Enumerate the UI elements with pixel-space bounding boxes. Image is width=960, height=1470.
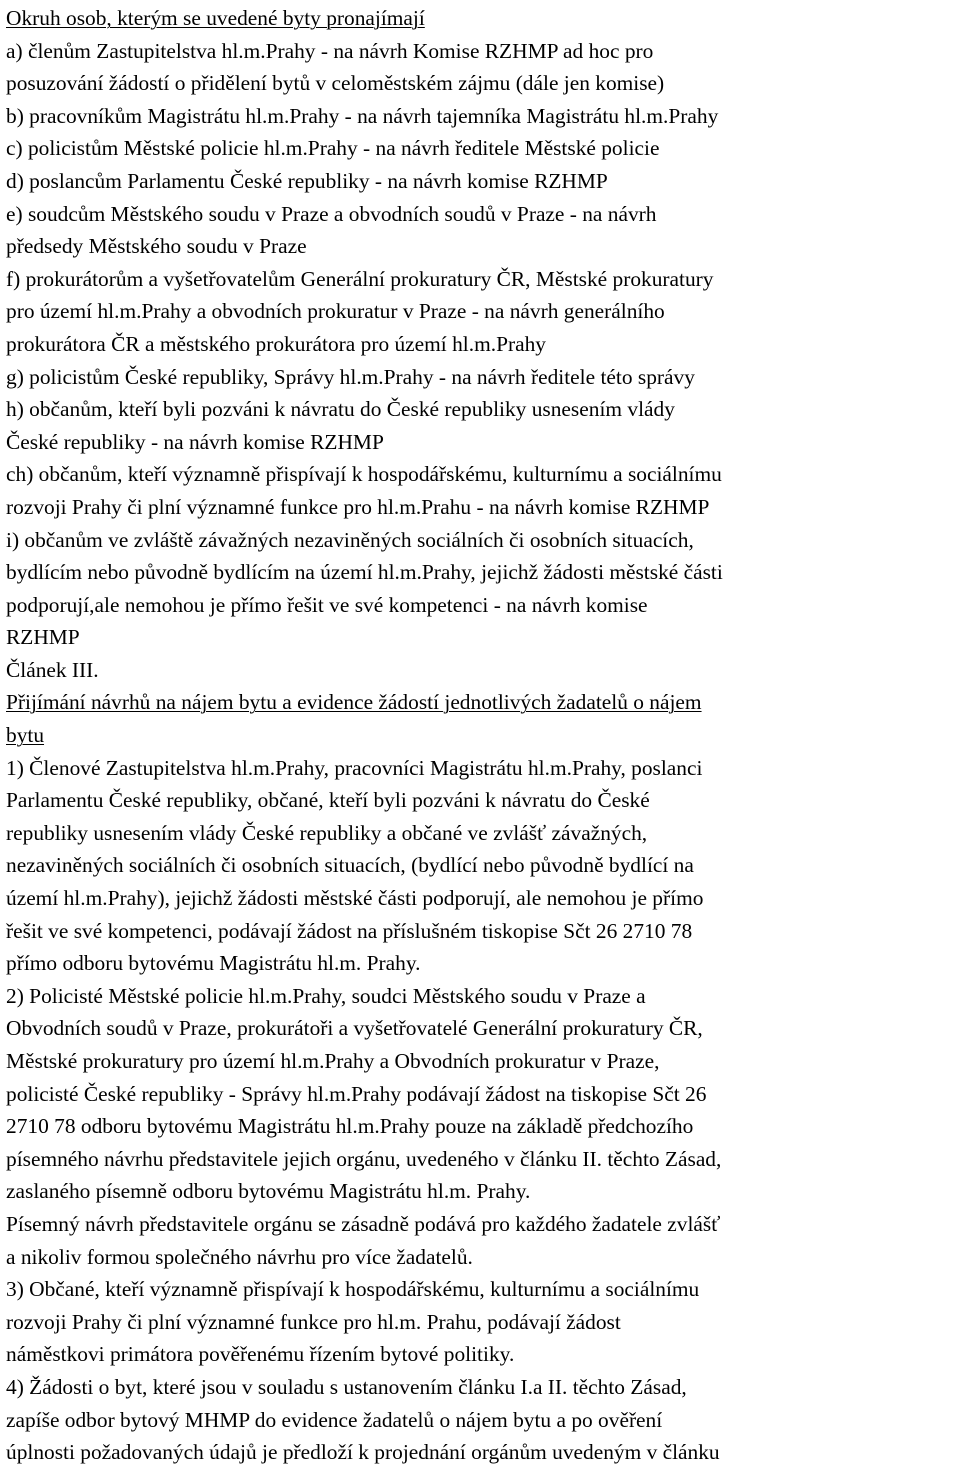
line-text: písemného návrhu představitele jejich orgánu, uvedeného v článku II. těchto Zásad, xyxy=(6,1146,722,1171)
text-line xyxy=(6,654,954,687)
line-text: podporují,ale nemohou je přímo řešit ve své kompetenci - na návrh komise xyxy=(6,592,648,617)
line-text: f) prokurátorům a vyšetřovatelům Generální prokuratury ČR, Městské prokuratury xyxy=(6,266,714,291)
text-line xyxy=(6,1208,954,1241)
line-text: e) soudcům Městského soudu v Praze a obvodních soudů v Praze - na návrh xyxy=(6,201,657,226)
text-line xyxy=(6,1436,954,1469)
line-text: rozvoji Prahy či plní významné funkce pro hl.m.Prahu - na návrh komise RZHMP xyxy=(6,494,710,519)
text-line xyxy=(6,1241,954,1274)
text-line xyxy=(6,915,954,948)
underlined-heading-text: bytu xyxy=(6,723,45,748)
text-line xyxy=(6,1338,954,1371)
line-text: prokurátora ČR a městského prokurátora pro území hl.m.Prahy xyxy=(6,331,546,356)
line-text: d) poslancům Parlamentu České republiky - na návrh komise RZHMP xyxy=(6,168,608,193)
line-text: území hl.m.Prahy), jejichž žádosti městské části podporují, ale nemohou je přímo xyxy=(6,886,704,911)
text-line xyxy=(6,589,954,622)
text-line xyxy=(6,817,954,850)
line-text: zapíše odbor bytový MHMP do evidence žadatelů o nájem bytu a po ověření xyxy=(6,1407,663,1432)
line-text: Článek III. xyxy=(6,657,99,682)
line-text: zaslaného písemně odboru bytovému Magistrátu hl.m. Prahy. xyxy=(6,1179,531,1204)
line-text: náměstkovi primátora pověřenému řízením bytové politiky. xyxy=(6,1342,515,1367)
line-text: nezaviněných sociálních či osobních situacích, (bydlící nebo původně bydlící na xyxy=(6,853,694,878)
line-text: bydlícím nebo původně bydlícím na území hl.m.Prahy, jejichž žádosti městské části xyxy=(6,560,723,585)
line-text: České republiky - na návrh komise RZHMP xyxy=(6,429,384,454)
text-line xyxy=(6,35,954,68)
line-text: předsedy Městského soudu v Praze xyxy=(6,234,307,259)
line-text: pro území hl.m.Prahy a obvodních prokuratur v Praze - na návrh generálního xyxy=(6,299,665,324)
line-text: řešit ve své kompetenci, podávají žádost na příslušném tiskopise Sčt 26 2710 78 xyxy=(6,918,693,943)
text-line xyxy=(6,882,954,915)
text-line xyxy=(6,458,954,491)
line-text: 1) Členové Zastupitelstva hl.m.Prahy, pracovníci Magistrátu hl.m.Prahy, poslanci xyxy=(6,755,703,780)
text-line xyxy=(6,1273,954,1306)
line-text: RZHMP xyxy=(6,625,80,650)
line-text: úplnosti požadovaných údajů je předloží k projednání orgánům uvedeným v článku xyxy=(6,1440,720,1465)
line-text: republiky usnesením vlády České republiky a občané ve zvlášť závažných, xyxy=(6,820,648,845)
line-text: ch) občanům, kteří významně přispívají k hospodářskému, kulturnímu a sociálnímu xyxy=(6,462,722,487)
text-line xyxy=(6,1371,954,1404)
line-text: Obvodních soudů v Praze, prokurátoři a vyšetřovatelé Generální prokuratury ČR, xyxy=(6,1016,703,1041)
line-text: Parlamentu České republiky, občané, kteří byli pozváni k návratu do České xyxy=(6,788,650,813)
text-line xyxy=(6,947,954,980)
text-line xyxy=(6,1078,954,1111)
text-line xyxy=(6,295,954,328)
text-line xyxy=(6,393,954,426)
line-text: 3) Občané, kteří významně přispívají k hospodářskému, kulturnímu a sociálnímu xyxy=(6,1277,700,1302)
text-line xyxy=(6,621,954,654)
line-text: policisté České republiky - Správy hl.m.Prahy podávají žádost na tiskopise Sčt 26 xyxy=(6,1081,707,1106)
line-text: 2) Policisté Městské policie hl.m.Prahy, soudci Městského soudu v Praze a xyxy=(6,983,646,1008)
line-text: posuzování žádostí o přidělení bytů v celoměstském zájmu (dále jen komise) xyxy=(6,71,665,96)
text-line xyxy=(6,524,954,557)
text-line xyxy=(6,2,954,35)
text-line xyxy=(6,1404,954,1437)
text-line xyxy=(6,1012,954,1045)
text-line xyxy=(6,67,954,100)
text-line xyxy=(6,426,954,459)
line-text: 4) Žádosti o byt, které jsou v souladu s ustanovením článku I.a II. těchto Zásad, xyxy=(6,1374,687,1399)
line-text: 2710 78 odboru bytovému Magistrátu hl.m.Prahy pouze na základě předchozího xyxy=(6,1114,694,1139)
text-line xyxy=(6,1175,954,1208)
text-line xyxy=(6,1045,954,1078)
underlined-heading-text: Přijímání návrhů na nájem bytu a evidence žádostí jednotlivých žadatelů o nájem xyxy=(6,690,702,715)
line-text: g) policistům České republiky, Správy hl.m.Prahy - na návrh ředitele této správy xyxy=(6,364,695,389)
text-line xyxy=(6,100,954,133)
line-text: a) členům Zastupitelstva hl.m.Prahy - na návrh Komise RZHMP ad hoc pro xyxy=(6,38,654,63)
text-line xyxy=(6,556,954,589)
line-text: a nikoliv formou společného návrhu pro více žadatelů. xyxy=(6,1244,473,1269)
line-text: Písemný návrh představitele orgánu se zásadně podává pro každého žadatele zvlášť xyxy=(6,1211,721,1236)
text-line xyxy=(6,784,954,817)
line-text: přímo odboru bytovému Magistrátu hl.m. Prahy. xyxy=(6,951,421,976)
text-line xyxy=(6,980,954,1013)
line-text: c) policistům Městské policie hl.m.Prahy - na návrh ředitele Městské policie xyxy=(6,136,660,161)
text-line xyxy=(6,719,954,752)
text-line xyxy=(6,686,954,719)
line-text: b) pracovníkům Magistrátu hl.m.Prahy - na návrh tajemníka Magistrátu hl.m.Prahy xyxy=(6,103,719,128)
line-text: h) občanům, kteří byli pozváni k návratu do České republiky usnesením vlády xyxy=(6,397,675,422)
text-line xyxy=(6,1110,954,1143)
text-line xyxy=(6,165,954,198)
line-text: rozvoji Prahy či plní významné funkce pro hl.m. Prahu, podávají žádost xyxy=(6,1309,621,1334)
text-line xyxy=(6,1306,954,1339)
text-line xyxy=(6,1143,954,1176)
text-line xyxy=(6,361,954,394)
text-line xyxy=(6,198,954,231)
text-line xyxy=(6,849,954,882)
text-line xyxy=(6,491,954,524)
text-line xyxy=(6,752,954,785)
text-line xyxy=(6,263,954,296)
text-line xyxy=(6,132,954,165)
text-line xyxy=(6,328,954,361)
underlined-heading-text: Okruh osob, kterým se uvedené byty pronajímají xyxy=(6,6,425,30)
text-line xyxy=(6,230,954,263)
line-text: i) občanům ve zvláště závažných nezaviněných sociálních či osobních situacích, xyxy=(6,527,694,552)
line-text: Městské prokuratury pro území hl.m.Prahy a Obvodních prokuratur v Praze, xyxy=(6,1049,660,1073)
